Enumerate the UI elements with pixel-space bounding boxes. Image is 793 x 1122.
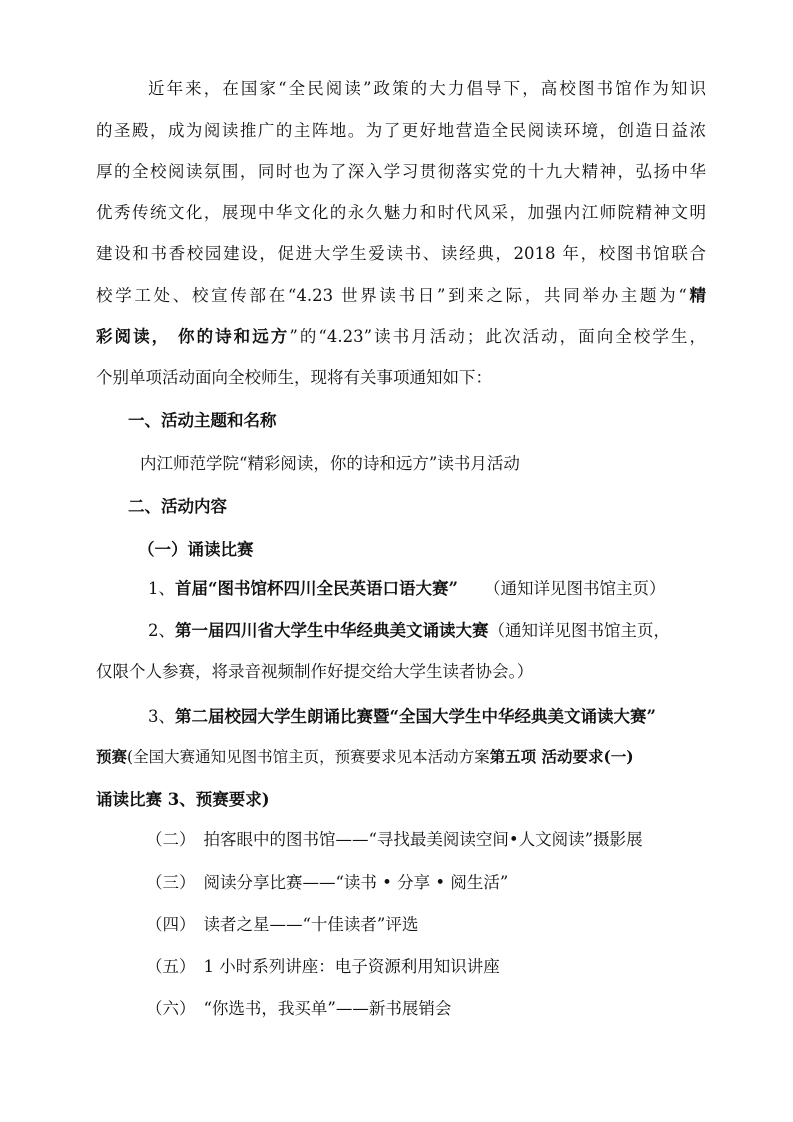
section-heading: 一、活动主题和名称 <box>128 411 277 430</box>
intro-line: 建设和书香校园建设，促进大学生爱读书、读经典，2018 年，校图书馆联合 <box>96 244 706 263</box>
activity-item: （六） “你选书，我买单”——新书展销会 <box>146 999 452 1018</box>
list-item-continued: 仅限个人参赛，将录音视频制作好提交给大学生读者协会。） <box>96 662 534 681</box>
intro-line: 校学工处、校宣传部在“4.23 世界读书日”到来之际，共同举办主题为“精 <box>96 286 707 305</box>
section-content: 内江师范学院“精彩阅读，你的诗和远方”读书月活动 <box>140 454 520 473</box>
list-item-continued: 诵读比赛 3、预赛要求) <box>96 790 270 809</box>
list-item: 2、第一届四川省大学生中华经典美文诵读大赛（通知详见图书馆主页， <box>148 621 670 640</box>
intro-line: 个别单项活动面向全校师生，现将有关事项通知如下： <box>96 368 492 387</box>
intro-line: 彩阅读， 你的诗和远方”的“4.23”读书月活动；此次活动，面向全校学生， <box>96 327 707 346</box>
intro-line: 近年来，在国家“全民阅读”政策的大力倡导下，高校图书馆作为知识 <box>148 79 706 98</box>
activity-item: （三） 阅读分享比赛——“读书 • 分享 • 阅生活” <box>146 873 509 892</box>
intro-line: 的圣殿，成为阅读推广的主阵地。为了更好地营造全民阅读环境，创造日益浓 <box>96 121 706 140</box>
activity-item: （二） 拍客眼中的图书馆——“寻找最美阅读空间•人文阅读”摄影展 <box>146 830 643 849</box>
list-item: 3、第二届校园大学生朗诵比赛暨“全国大学生中华经典美文诵读大赛” <box>148 707 656 726</box>
subsection-heading: （一）诵读比赛 <box>138 540 254 559</box>
activity-item: （五） 1 小时系列讲座：电子资源利用知识讲座 <box>146 957 500 976</box>
intro-line: 优秀传统文化，展现中华文化的永久魅力和时代风采，加强内江师院精神文明 <box>96 203 706 222</box>
activity-item: （四） 读者之星——“十佳读者”评选 <box>146 915 419 934</box>
list-item: 1、首届“图书馆杯四川全民英语口语大赛” （通知详见图书馆主页） <box>148 579 666 598</box>
section-heading: 二、活动内容 <box>128 497 227 516</box>
intro-line: 厚的全校阅读氛围，同时也为了深入学习贯彻落实党的十九大精神，弘扬中华 <box>96 162 706 181</box>
list-item-continued: 预赛(全国大赛通知见图书馆主页，预赛要求见本活动方案第五项 活动要求(一) <box>96 747 634 766</box>
